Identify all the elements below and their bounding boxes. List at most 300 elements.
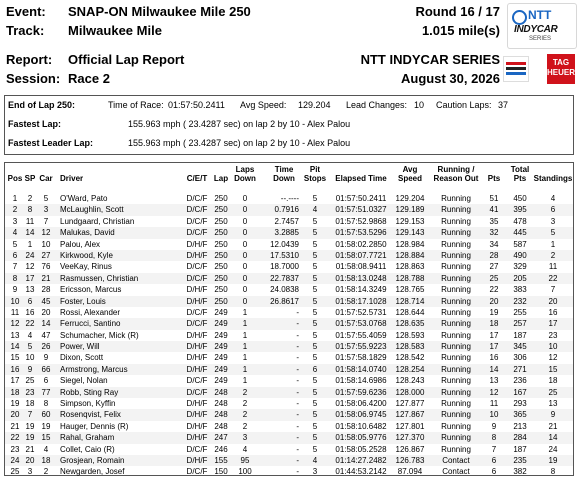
cell-laps-down: 0 bbox=[242, 205, 248, 215]
summary-line-end-of-lap: End of Lap 250: Time of Race: 01:57:50.2411 Avg Speed: 129.204 Lead Changes: 10 Caution Laps: 37 bbox=[8, 100, 509, 110]
cell-car: 14 bbox=[41, 319, 51, 329]
cell-car: 21 bbox=[41, 273, 51, 283]
cell-avg-speed: 128.884 bbox=[395, 250, 425, 260]
cell-sp: 14 bbox=[25, 228, 35, 238]
cell-time-down: 18.7000 bbox=[270, 262, 299, 272]
cell-status: Running bbox=[441, 319, 471, 329]
cell-pts: 28 bbox=[489, 250, 499, 260]
table-row bbox=[5, 466, 573, 477]
cell-cet: D/H/F bbox=[186, 342, 208, 352]
cell-laps-down: 1 bbox=[242, 376, 248, 386]
table-row bbox=[5, 318, 573, 329]
cell-pts: 13 bbox=[489, 376, 499, 386]
cell-avg-speed: 129.189 bbox=[395, 205, 425, 215]
cell-standings: 9 bbox=[550, 410, 556, 420]
cell-pit-stops: 5 bbox=[312, 433, 318, 443]
cell-pit-stops: 5 bbox=[312, 353, 318, 363]
cell-sp: 8 bbox=[27, 205, 33, 215]
table-header: Pos SP Car Driver C/E/T Lap Laps Down Time Down Pit Stops Elapsed Time Avg Speed Running / Reason Out Pts Total Pts Standings bbox=[7, 165, 573, 183]
cell-total-pts: 257 bbox=[513, 319, 527, 329]
cell-driver: Kirkwood, Kyle bbox=[60, 250, 113, 260]
cell-pts: 20 bbox=[489, 296, 499, 306]
cell-laps-down: 0 bbox=[242, 194, 248, 203]
cell-cet: D/C/F bbox=[186, 467, 208, 477]
cell-elapsed: 01:58:06.4200 bbox=[335, 399, 387, 409]
cell-elapsed: 01:57:55.4059 bbox=[335, 330, 387, 340]
cell-pit-stops: 5 bbox=[312, 273, 318, 283]
cell-lap: 248 bbox=[214, 399, 228, 409]
cell-avg-speed: 128.542 bbox=[395, 353, 425, 363]
cell-pit-stops: 5 bbox=[312, 285, 318, 295]
cell-sp: 25 bbox=[25, 376, 35, 386]
cell-status: Running bbox=[441, 410, 471, 420]
cell-pit-stops: 4 bbox=[312, 205, 318, 215]
cell-status: Contact bbox=[442, 467, 470, 477]
cell-standings: 17 bbox=[548, 319, 558, 329]
cell-sp: 6 bbox=[27, 296, 33, 306]
cell-driver: Newgarden, Josef bbox=[60, 467, 125, 477]
cell-status: Running bbox=[441, 239, 471, 249]
cell-pts: 7 bbox=[491, 444, 497, 454]
table-row bbox=[5, 296, 573, 307]
cell-elapsed: 01:57:59.6236 bbox=[335, 387, 387, 397]
cell-avg-speed: 128.583 bbox=[395, 342, 425, 352]
cell-lap: 249 bbox=[214, 342, 228, 352]
cell-pos: 22 bbox=[10, 433, 20, 443]
cell-lap: 150 bbox=[214, 467, 228, 477]
cell-standings: 6 bbox=[550, 205, 556, 215]
cell-sp: 16 bbox=[25, 307, 35, 317]
cell-standings: 7 bbox=[550, 285, 556, 295]
cell-lap: 248 bbox=[214, 387, 228, 397]
cell-standings: 21 bbox=[548, 421, 558, 431]
cell-status: Running bbox=[441, 250, 471, 260]
cell-elapsed: 01:57:55.9223 bbox=[335, 342, 387, 352]
cell-status: Running bbox=[441, 194, 471, 203]
cell-sp: 11 bbox=[25, 216, 35, 226]
cell-pit-stops: 5 bbox=[312, 239, 318, 249]
cell-laps-down: 0 bbox=[242, 239, 248, 249]
table-row bbox=[5, 455, 573, 466]
cell-elapsed: 01:58:14.6986 bbox=[335, 376, 387, 386]
cell-driver: Hauger, Dennis (R) bbox=[60, 421, 129, 431]
cell-elapsed: 01:57:52.9868 bbox=[335, 216, 387, 226]
cell-total-pts: 293 bbox=[513, 399, 527, 409]
cell-pos: 21 bbox=[10, 421, 20, 431]
session-label: Session: bbox=[6, 71, 61, 86]
cell-pos: 25 bbox=[10, 467, 20, 477]
race-date: August 30, 2026 bbox=[401, 71, 500, 86]
cell-total-pts: 445 bbox=[513, 228, 527, 238]
cell-cet: D/C/F bbox=[186, 376, 208, 386]
cell-laps-down: 1 bbox=[242, 342, 248, 352]
table-row bbox=[5, 227, 573, 238]
cell-car: 66 bbox=[41, 364, 51, 374]
cell-laps-down: 0 bbox=[242, 262, 248, 272]
cell-cet: D/H/F bbox=[186, 399, 208, 409]
cell-status: Running bbox=[441, 353, 471, 363]
cell-sp: 7 bbox=[27, 410, 33, 420]
cell-status: Running bbox=[441, 433, 471, 443]
cell-laps-down: 2 bbox=[242, 410, 248, 420]
cell-time-down: 22.7837 bbox=[270, 273, 299, 283]
cell-car: 18 bbox=[41, 455, 51, 465]
cell-status: Running bbox=[441, 228, 471, 238]
cell-pts: 12 bbox=[489, 387, 499, 397]
cell-time-down: 24.0838 bbox=[270, 285, 299, 295]
cell-pts: 9 bbox=[491, 421, 497, 431]
cell-avg-speed: 128.788 bbox=[395, 273, 425, 283]
cell-sp: 1 bbox=[27, 239, 33, 249]
cell-time-down: 17.5310 bbox=[270, 250, 299, 260]
cell-sp: 10 bbox=[25, 353, 35, 363]
cell-car: 10 bbox=[41, 239, 51, 249]
cell-avg-speed: 128.984 bbox=[395, 239, 425, 249]
cell-total-pts: 587 bbox=[513, 239, 527, 249]
cell-sp: 20 bbox=[25, 455, 35, 465]
cell-time-down: - bbox=[296, 364, 299, 374]
cell-pos: 1 bbox=[12, 194, 18, 203]
caution-laps: 37 bbox=[498, 100, 509, 110]
cell-avg-speed: 127.877 bbox=[395, 399, 425, 409]
cell-time-down: - bbox=[296, 342, 299, 352]
cell-car: 15 bbox=[41, 433, 51, 443]
cell-cet: D/H/F bbox=[186, 410, 208, 420]
cell-avg-speed: 129.153 bbox=[395, 216, 425, 226]
cell-pit-stops: 5 bbox=[312, 444, 318, 454]
cell-sp: 3 bbox=[27, 467, 33, 477]
cell-pts: 25 bbox=[489, 273, 499, 283]
table-row bbox=[5, 284, 573, 295]
cell-status: Running bbox=[441, 387, 471, 397]
cell-laps-down: 0 bbox=[242, 273, 248, 283]
cell-sp: 21 bbox=[25, 444, 35, 454]
cell-cet: D/C/F bbox=[186, 194, 208, 203]
cell-pit-stops: 5 bbox=[312, 399, 318, 409]
cell-pts: 41 bbox=[489, 205, 499, 215]
cell-pit-stops: 5 bbox=[312, 250, 318, 260]
cell-pts: 8 bbox=[491, 433, 497, 443]
cell-standings: 4 bbox=[550, 194, 556, 203]
cell-pit-stops: 5 bbox=[312, 376, 318, 386]
summary-line-fastest-lap: Fastest Lap: 155.963 mph ( 23.4287 sec) on lap 2 by 10 - Alex Palou bbox=[8, 119, 351, 129]
cell-driver: Simpson, Kyffin bbox=[60, 399, 116, 409]
cell-elapsed: 01:57:53.0768 bbox=[335, 319, 387, 329]
cell-pos: 10 bbox=[10, 296, 20, 306]
cell-avg-speed: 128.644 bbox=[395, 307, 425, 317]
cell-total-pts: 235 bbox=[513, 455, 527, 465]
cell-car: 5 bbox=[43, 194, 49, 203]
fastest-leader-lap: 155.963 mph ( 23.4287 sec) on lap 2 by 10 - Alex Palou bbox=[128, 138, 351, 148]
cell-lap: 250 bbox=[214, 228, 228, 238]
cell-lap: 250 bbox=[214, 239, 228, 249]
report-header bbox=[0, 0, 578, 92]
cell-total-pts: 232 bbox=[513, 296, 527, 306]
cell-sp: 19 bbox=[25, 421, 35, 431]
cell-elapsed: 01:58:13.0248 bbox=[335, 273, 387, 283]
cell-driver: Armstrong, Marcus bbox=[60, 364, 128, 374]
cell-pit-stops: 5 bbox=[312, 262, 318, 272]
cell-total-pts: 345 bbox=[513, 342, 527, 352]
cell-laps-down: 1 bbox=[242, 307, 248, 317]
cell-lap: 249 bbox=[214, 330, 228, 340]
cell-elapsed: 01:57:53.5296 bbox=[335, 228, 387, 238]
cell-standings: 23 bbox=[548, 330, 558, 340]
cell-pos: 24 bbox=[10, 455, 20, 465]
cell-pos: 13 bbox=[10, 330, 20, 340]
cell-sp: 13 bbox=[25, 285, 35, 295]
cell-standings: 25 bbox=[548, 387, 558, 397]
cell-pts: 51 bbox=[489, 194, 499, 203]
cell-total-pts: 306 bbox=[513, 353, 527, 363]
cell-cet: D/C/F bbox=[186, 307, 208, 317]
cell-pts: 17 bbox=[489, 330, 499, 340]
cell-time-down: - bbox=[296, 376, 299, 386]
cell-total-pts: 329 bbox=[513, 262, 527, 272]
time-of-race: 01:57:50.2411 bbox=[168, 100, 225, 110]
cell-driver: O'Ward, Pato bbox=[60, 194, 108, 203]
cell-car: 76 bbox=[41, 262, 51, 272]
cell-total-pts: 187 bbox=[513, 444, 527, 454]
cell-car: 4 bbox=[43, 444, 49, 454]
cell-sp: 23 bbox=[25, 387, 35, 397]
cell-avg-speed: 129.143 bbox=[395, 228, 425, 238]
cell-laps-down: 1 bbox=[242, 330, 248, 340]
cell-laps-down: 100 bbox=[238, 467, 252, 477]
cell-pos: 23 bbox=[10, 444, 20, 454]
cell-laps-down: 0 bbox=[242, 228, 248, 238]
cell-standings: 20 bbox=[548, 296, 558, 306]
cell-laps-down: 0 bbox=[242, 296, 248, 306]
cell-status: Running bbox=[441, 216, 471, 226]
cell-driver: Collet, Caio (R) bbox=[60, 444, 115, 454]
cell-pts: 35 bbox=[489, 216, 499, 226]
cell-sp: 19 bbox=[25, 433, 35, 443]
cell-standings: 3 bbox=[550, 216, 556, 226]
cell-total-pts: 395 bbox=[513, 205, 527, 215]
cell-pos: 11 bbox=[10, 307, 20, 317]
cell-pts: 34 bbox=[489, 239, 499, 249]
cell-cet: D/H/F bbox=[186, 455, 208, 465]
cell-lap: 249 bbox=[214, 364, 228, 374]
table-row bbox=[5, 261, 573, 272]
cell-pit-stops: 5 bbox=[312, 307, 318, 317]
cell-avg-speed: 129.204 bbox=[395, 194, 425, 203]
cell-pos: 12 bbox=[10, 319, 20, 329]
cell-sp: 5 bbox=[27, 342, 33, 352]
table-row bbox=[5, 421, 573, 432]
cell-avg-speed: 128.593 bbox=[395, 330, 425, 340]
cell-car: 77 bbox=[41, 387, 51, 397]
cell-time-down: - bbox=[296, 467, 299, 477]
cell-car: 8 bbox=[43, 399, 49, 409]
cell-avg-speed: 128.254 bbox=[395, 364, 425, 374]
cell-lap: 250 bbox=[214, 194, 228, 203]
table-row bbox=[5, 193, 573, 204]
cell-total-pts: 167 bbox=[513, 387, 527, 397]
cell-sp: 22 bbox=[25, 319, 35, 329]
cell-standings: 5 bbox=[550, 228, 556, 238]
round-number: Round 16 / 17 bbox=[415, 4, 500, 19]
cell-avg-speed: 127.801 bbox=[395, 421, 425, 431]
cell-pts: 14 bbox=[489, 364, 499, 374]
cell-cet: D/C/F bbox=[186, 216, 208, 226]
cell-pos: 2 bbox=[12, 205, 18, 215]
cell-elapsed: 01:58:05.9776 bbox=[335, 433, 387, 443]
cell-pts: 10 bbox=[489, 410, 499, 420]
cell-lap: 250 bbox=[214, 250, 228, 260]
summary-line-fastest-leader-lap: Fastest Leader Lap: 155.963 mph ( 23.4287 sec) on lap 2 by 10 - Alex Palou bbox=[8, 138, 351, 148]
cell-status: Running bbox=[441, 444, 471, 454]
cell-standings: 22 bbox=[548, 273, 558, 283]
cell-pos: 17 bbox=[10, 376, 20, 386]
cell-cet: D/H/F bbox=[186, 250, 208, 260]
cell-lap: 246 bbox=[214, 444, 228, 454]
cell-sp: 2 bbox=[27, 194, 33, 203]
cell-lap: 250 bbox=[214, 216, 228, 226]
cell-time-down: - bbox=[296, 353, 299, 363]
cell-avg-speed: 127.867 bbox=[395, 410, 425, 420]
table-row bbox=[5, 444, 573, 455]
cell-driver: Rosenqvist, Felix bbox=[60, 410, 121, 420]
cell-standings: 1 bbox=[550, 239, 556, 249]
cell-pit-stops: 6 bbox=[312, 364, 318, 374]
cell-driver: Grosjean, Romain bbox=[60, 455, 125, 465]
cell-status: Running bbox=[441, 273, 471, 283]
cell-lap: 250 bbox=[214, 273, 228, 283]
cell-laps-down: 1 bbox=[242, 364, 248, 374]
cell-laps-down: 0 bbox=[242, 216, 248, 226]
avg-speed: 129.204 bbox=[298, 100, 331, 110]
cell-laps-down: 3 bbox=[242, 433, 248, 443]
cell-car: 6 bbox=[43, 376, 49, 386]
cell-lap: 248 bbox=[214, 410, 228, 420]
cell-laps-down: 2 bbox=[242, 399, 248, 409]
cell-pts: 17 bbox=[489, 342, 499, 352]
cell-time-down: - bbox=[296, 319, 299, 329]
cell-driver: Ferrucci, Santino bbox=[60, 319, 121, 329]
cell-driver: Palou, Alex bbox=[60, 239, 101, 249]
event-name: SNAP-ON Milwaukee Mile 250 bbox=[68, 4, 251, 19]
cell-status: Running bbox=[441, 285, 471, 295]
cell-status: Running bbox=[441, 342, 471, 352]
race-summary bbox=[4, 95, 574, 155]
cell-pts: 32 bbox=[489, 228, 499, 238]
cell-elapsed: 01:58:10.6482 bbox=[335, 421, 387, 431]
cell-cet: D/H/F bbox=[186, 421, 208, 431]
cell-cet: D/C/F bbox=[186, 444, 208, 454]
cell-car: 12 bbox=[41, 228, 51, 238]
track-name: Milwaukee Mile bbox=[68, 23, 162, 38]
cell-elapsed: 01:57:51.0327 bbox=[335, 205, 387, 215]
cell-lap: 248 bbox=[214, 421, 228, 431]
cell-car: 47 bbox=[41, 330, 51, 340]
cell-elapsed: 01:57:50.2411 bbox=[335, 194, 387, 203]
cell-pts: 27 bbox=[489, 262, 499, 272]
cell-car: 27 bbox=[41, 250, 51, 260]
cell-driver: Rossi, Alexander bbox=[60, 307, 121, 317]
cell-driver: Rahal, Graham bbox=[60, 433, 115, 443]
cell-avg-speed: 128.863 bbox=[395, 262, 425, 272]
cell-pos: 6 bbox=[12, 250, 18, 260]
cell-laps-down: 0 bbox=[242, 250, 248, 260]
cell-avg-speed: 128.000 bbox=[395, 387, 425, 397]
cell-pit-stops: 5 bbox=[312, 296, 318, 306]
cell-total-pts: 271 bbox=[513, 364, 527, 374]
cell-driver: Robb, Sting Ray bbox=[60, 387, 119, 397]
cell-elapsed: 01:57:58.1829 bbox=[335, 353, 387, 363]
cell-elapsed: 01:58:08.9411 bbox=[335, 262, 387, 272]
cell-driver: Foster, Louis bbox=[60, 296, 106, 306]
table-row bbox=[5, 432, 573, 443]
cell-cet: D/C/F bbox=[186, 228, 208, 238]
cell-lap: 155 bbox=[214, 455, 228, 465]
cell-cet: D/C/F bbox=[186, 205, 208, 215]
cell-driver: Siegel, Nolan bbox=[60, 376, 108, 386]
cell-elapsed: 01:58:17.1028 bbox=[335, 296, 387, 306]
cell-pts: 19 bbox=[489, 307, 499, 317]
cell-laps-down: 1 bbox=[242, 353, 248, 363]
cell-time-down: - bbox=[296, 421, 299, 431]
cell-time-down: - bbox=[296, 307, 299, 317]
cell-lap: 250 bbox=[214, 285, 228, 295]
cell-avg-speed: 126.783 bbox=[395, 455, 425, 465]
cell-cet: D/H/F bbox=[186, 285, 208, 295]
cell-standings: 2 bbox=[550, 250, 556, 260]
cell-time-down: 0.7916 bbox=[274, 205, 299, 215]
cell-sp: 12 bbox=[25, 262, 35, 272]
cell-driver: Lundgaard, Christian bbox=[60, 216, 135, 226]
cell-lap: 249 bbox=[214, 307, 228, 317]
cell-cet: D/C/F bbox=[186, 387, 208, 397]
cell-standings: 10 bbox=[548, 342, 558, 352]
cell-cet: D/H/F bbox=[186, 353, 208, 363]
cell-pit-stops: 5 bbox=[312, 330, 318, 340]
table-row bbox=[5, 239, 573, 250]
cell-time-down: - bbox=[296, 455, 299, 465]
cell-pts: 22 bbox=[489, 285, 499, 295]
cell-pit-stops: 4 bbox=[312, 455, 318, 465]
cell-pos: 20 bbox=[10, 410, 20, 420]
cell-driver: McLaughlin, Scott bbox=[60, 205, 124, 215]
cell-pit-stops: 5 bbox=[312, 387, 318, 397]
cell-car: 28 bbox=[41, 285, 51, 295]
cell-car: 20 bbox=[41, 307, 51, 317]
cell-time-down: - bbox=[296, 330, 299, 340]
cell-total-pts: 383 bbox=[513, 285, 527, 295]
track-label: Track: bbox=[6, 23, 45, 38]
cell-pit-stops: 5 bbox=[312, 410, 318, 420]
cell-avg-speed: 128.635 bbox=[395, 319, 425, 329]
cell-avg-speed: 87.094 bbox=[397, 467, 423, 477]
cell-pos: 9 bbox=[12, 285, 18, 295]
cell-sp: 24 bbox=[25, 250, 35, 260]
cell-car: 26 bbox=[41, 342, 51, 352]
cell-total-pts: 382 bbox=[513, 467, 527, 477]
cell-standings: 8 bbox=[550, 467, 556, 477]
cell-lap: 250 bbox=[214, 296, 228, 306]
table-row bbox=[5, 364, 573, 375]
cell-total-pts: 490 bbox=[513, 250, 527, 260]
cell-sp: 9 bbox=[27, 364, 33, 374]
cell-car: 9 bbox=[43, 353, 49, 363]
table-row bbox=[5, 341, 573, 352]
cell-pos: 8 bbox=[12, 273, 18, 283]
cell-status: Running bbox=[441, 205, 471, 215]
cell-cet: D/H/F bbox=[186, 239, 208, 249]
cell-avg-speed: 127.370 bbox=[395, 433, 425, 443]
cell-pos: 15 bbox=[10, 353, 20, 363]
